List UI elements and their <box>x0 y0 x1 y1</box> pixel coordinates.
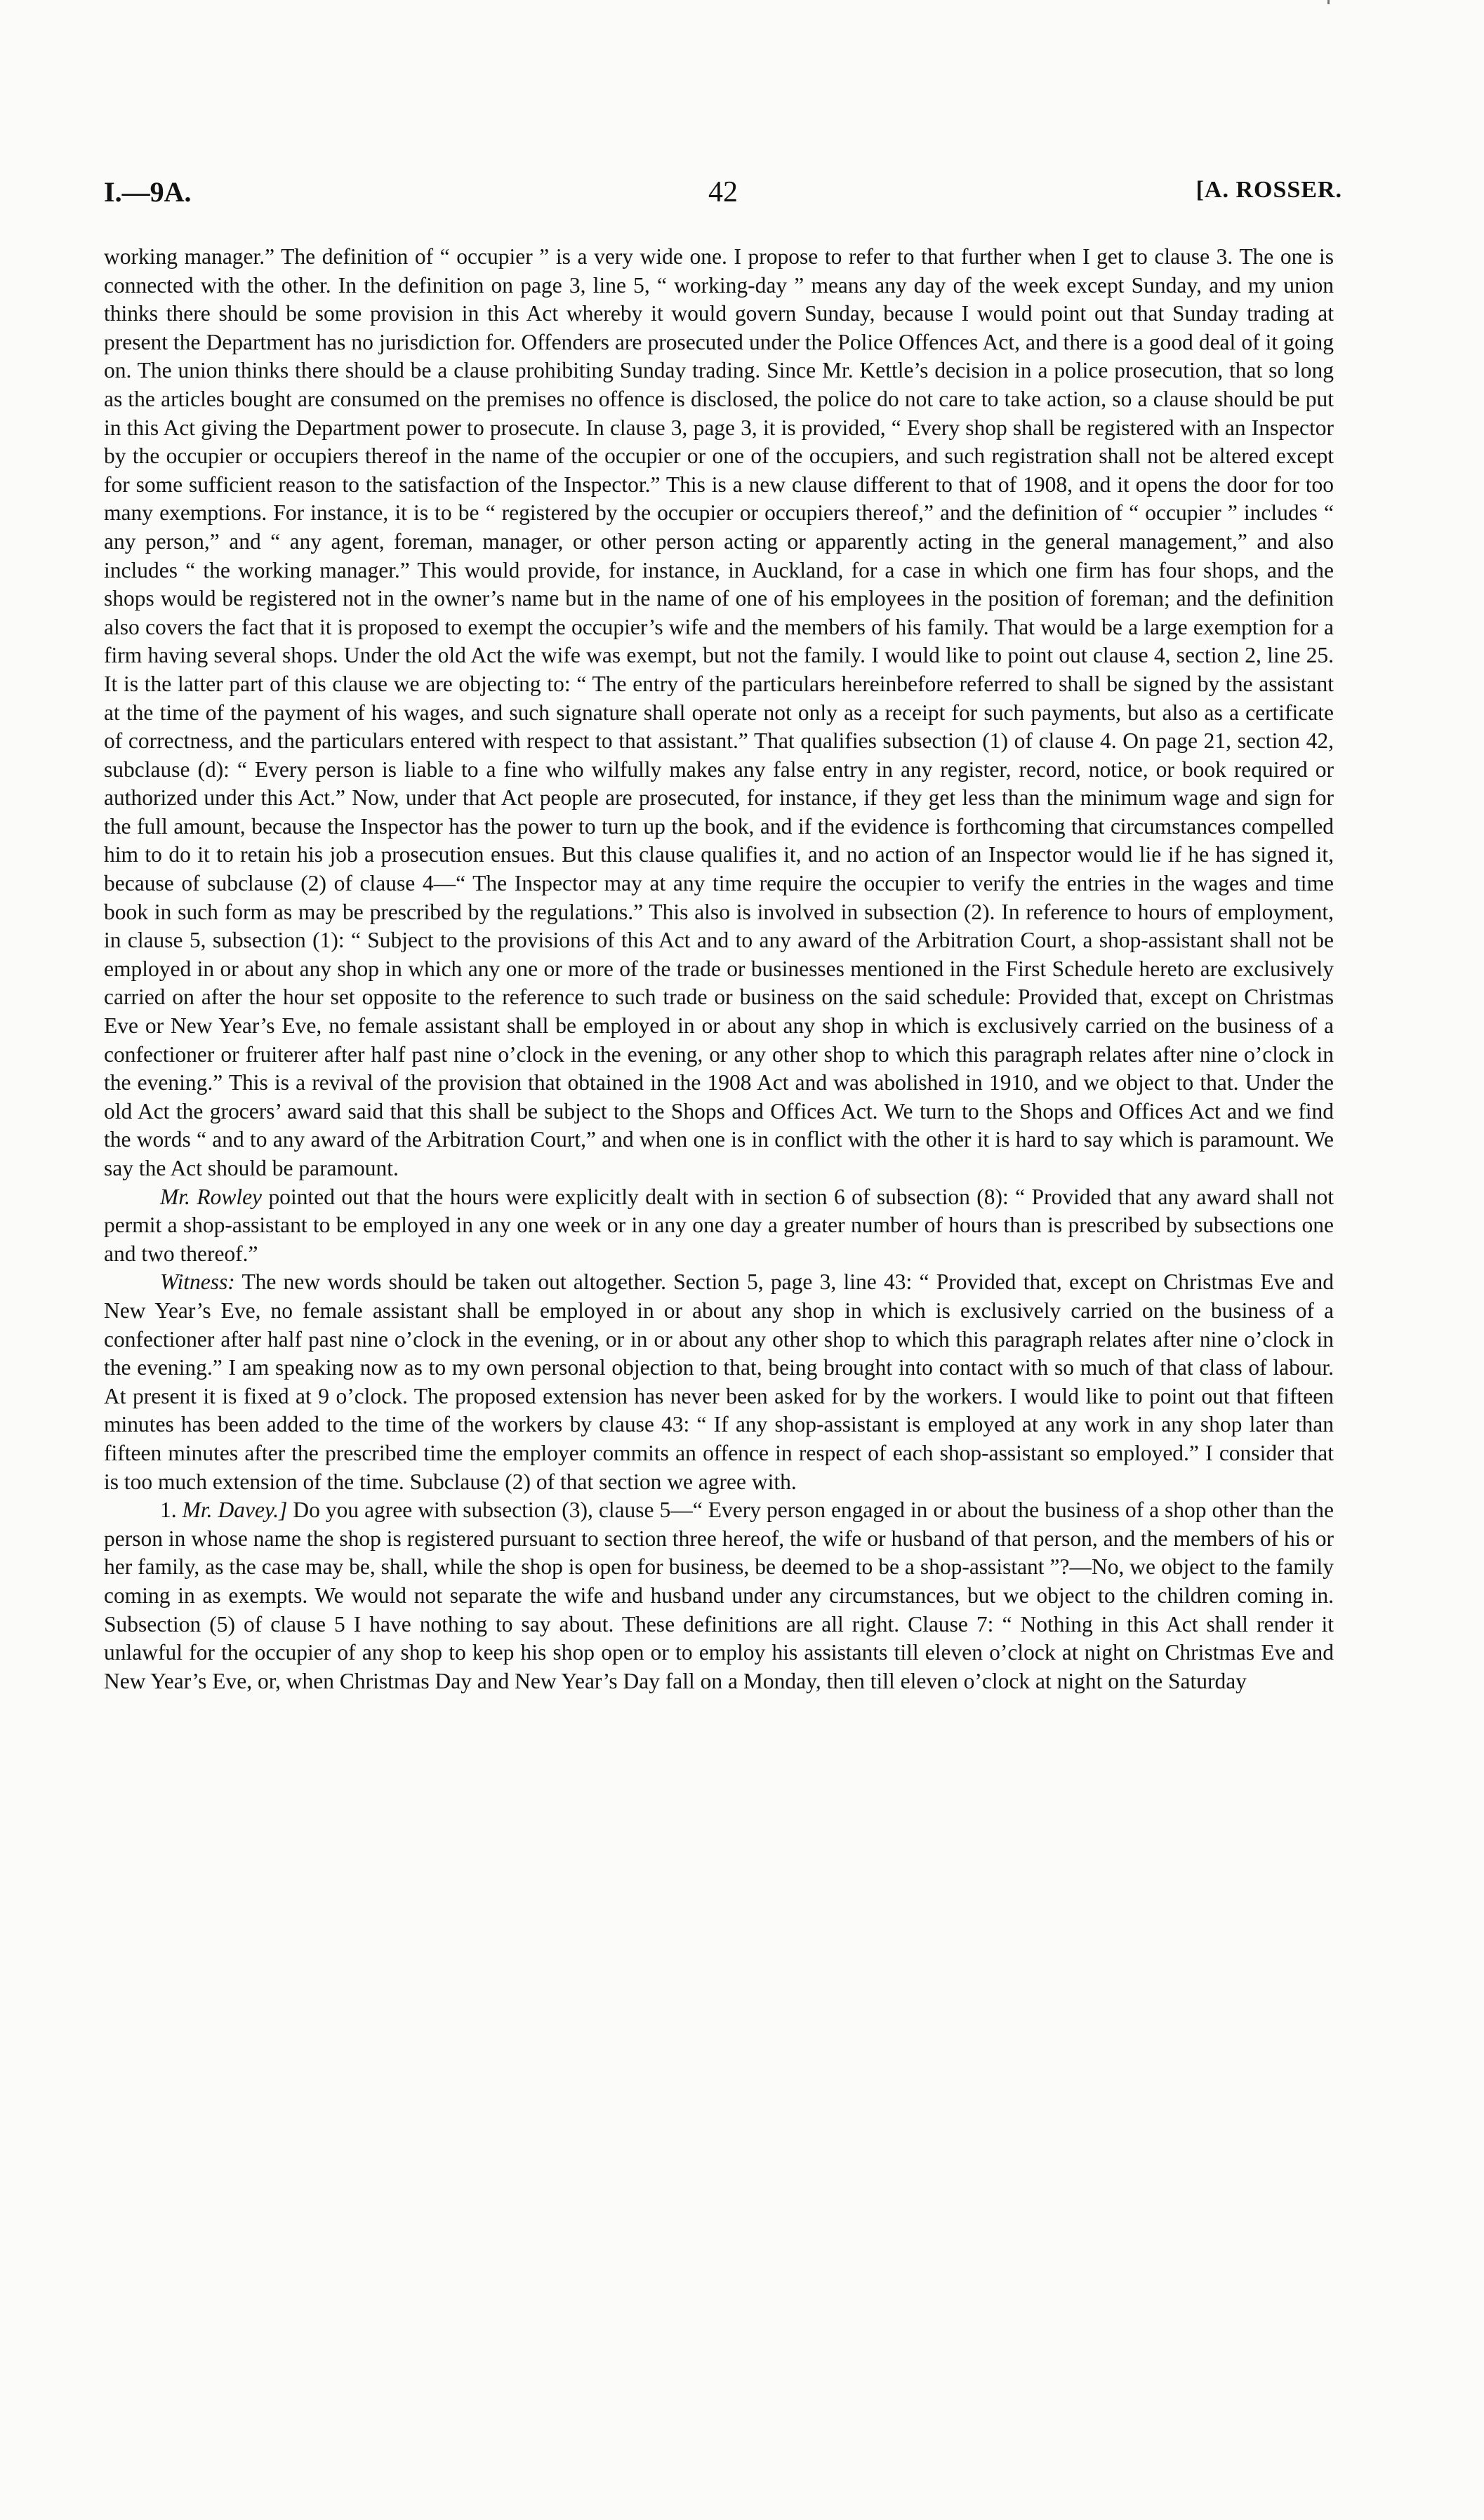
document-reference: I.—9A. <box>104 176 192 208</box>
paragraph-testimony <box>104 243 1334 1183</box>
paragraph-text: Do you agree with subsection (3), clause 5—“ Every person engaged in or about the business of a shop other than the person in whose name the shop is registered pursuant to section three hereof, the wife or husband of that person, and the members of his or her family, as the case may be, shall, while the shop is open for business, be deemed to be a shop-assistant ”?—No, we object to the family coming in as exempts. We would not separate the wife and husband under any circumstances, but we object to the children coming in. Subsection (5) of clause 5 I have nothing to say about. These definitions are all right. Clause 7: “ Nothing in this Act shall render it unlawful for the occupier of any shop to keep his shop open or to employ his assistants till eleven o’clock at night on Christmas Eve and New Year’s Eve, or, when Christmas Day and New Year’s Day fall on a Monday, then till eleven o’clock at night on the Saturday <box>104 1498 1334 1693</box>
page-number: 42 <box>708 176 738 208</box>
speaker-name: Mr. Davey.] <box>182 1498 288 1523</box>
paragraph-text: working manager.” The definition of “ occupier ” is a very wide one. I propose to refer to that further when I get to clause 3. The one is connected with the other. In the definition on page 3, line 5, “ working-day ” means any day of the week except Sunday, and my union thinks there should be some provision in this Act whereby it would govern Sunday, because I would point out that Sunday trading at present the Department has no jurisdiction for. Offenders are prosecuted under the Police Offences Act, and there is a good deal of it going on. The union thinks there should be a clause prohibiting Sunday trading. Since Mr. Kettle’s decision in a police prosecution, that so long as the articles bought are consumed on the premises no offence is disclosed, the police do not care to take action, so a clause should be put in this Act giving the Department power to prosecute. In clause 3, page 3, it is provided, “ Every shop shall be registered with an Inspector by the occupier or occupiers thereof in the name of the occupier or one of the occupiers, and such registration shall not be altered except for some sufficient reason to the satisfaction of the Inspector.” This is a new clause different to that of 1908, and it opens the door for too many exemptions. For instance, it is to be “ registered by the occupier or occupiers thereof,” and the definition of “ occupier ” includes “ any person,” and “ any agent, foreman, manager, or other person acting or apparently acting in the general management,” and also includes “ the working manager.” This would provide, for instance, in Auckland, for a case in which one firm has four shops, and the shops would be registered not in the owner’s name but in the name of one of his employees in the position of foreman; and the definition also covers the fact that it is proposed to exempt the occupier’s wife and the members of his family. That would be a large exemption for a firm having several shops. Under the old Act the wife was exempt, but not the family. I would like to point out clause 4, section 2, line 25. It is the latter part of this clause we are objecting to: “ The entry of the particulars hereinbefore referred to shall be signed by the assistant at the time of the payment of his wages, and such signature shall operate not only as a receipt for such payments, but also as a certificate of correctness, and the particulars entered with respect to that assistant.” That qualifies subsection (1) of clause 4. On page 21, section 42, subclause (d): “ Every person is liable to a fine who wilfully makes any false entry in any register, record, notice, or book required or authorized under this Act.” Now, under that Act people are prosecuted, for instance, if they get less than the minimum wage and sign for the full amount, because the Inspector has the power to turn up the book, and if the evidence is forthcoming that circumstances compelled him to do it to retain his job a prosecution ensues. But this clause qualifies it, and no action of an Inspector would lie if he has signed it, because of subclause (2) of clause 4—“ The Inspector may at any time require the occupier to verify the entries in the wages and time book in such form as may be prescribed by the regulations.” This also is involved in subsection (2). In reference to hours of employment, in clause 5, subsection (1): “ Subject to the provisions of this Act and to any award of the Arbitration Court, a shop-assistant shall not be employed in or about any shop in which any one or more of the trade or businesses mentioned in the First Schedule hereto are exclusively carried on after the hour set opposite to the reference to such trade or business on the said schedule: Provided that, except on Christmas Eve or New Year’s Eve, no female assistant shall be employed in or about any shop in which is exclusively carried on the business of a confectioner or fruiterer after half past nine o’clock in the evening, or any other shop to which this paragraph relates after nine o’clock in the evening.” This is a revival of the provision that obtained in the 1908 Act and was abolished in 1910, and we object to that. Under the old Act the grocers’ award said that this shall be subject to the Shops and Offices Act. We turn to the Shops and Offices Act and we find the words “ and to any award of the Arbitration Court,” and when one is in conflict with the other it is hard to say which is paramount. We say the Act should be paramount. <box>104 244 1334 1180</box>
paragraph-witness <box>104 1268 1334 1496</box>
paragraph-text: pointed out that the hours were explicitly dealt with in section 6 of subsection (8): “ Provided that any award shall not permit a shop-assistant to be employed in any one week or in any one day a greater number of hours than is prescribed by subsections one and two thereof.” <box>104 1184 1334 1266</box>
paragraph-question-1 <box>104 1496 1334 1695</box>
body-text <box>104 243 1334 1695</box>
scan-speck <box>1327 0 1330 4</box>
speaker-name: Witness: <box>160 1269 235 1295</box>
witness-name: [A. ROSSER. <box>1195 177 1342 203</box>
speaker-name: Mr. Rowley <box>160 1184 263 1209</box>
paragraph-rowley <box>104 1183 1334 1269</box>
paragraph-text: The new words should be taken out altogether. Section 5, page 3, line 43: “ Provided that, except on Christmas Eve and New Year’s Eve, no female assistant shall be employed in or about any shop in which is exclusively carried on the business of a confectioner after half past nine o’clock in the evening, or in or about any other shop to which this paragraph relates after nine o’clock in the evening.” I am speaking now as to my own personal objection to that, being brought into contact with so much of that class of labour. At present it is fixed at 9 o’clock. The proposed extension has never been asked for by the workers. I would like to point out that fifteen minutes has been added to the time of the workers by clause 43: “ If any shop-assistant is employed at any work in any shop later than fifteen minutes after the prescribed time the employer commits an offence in respect of each shop-assistant so employed.” I consider that is too much extension of the time. Subclause (2) of that section we agree with. <box>104 1269 1334 1494</box>
question-number: 1. <box>160 1498 177 1523</box>
page-header <box>104 175 1342 218</box>
